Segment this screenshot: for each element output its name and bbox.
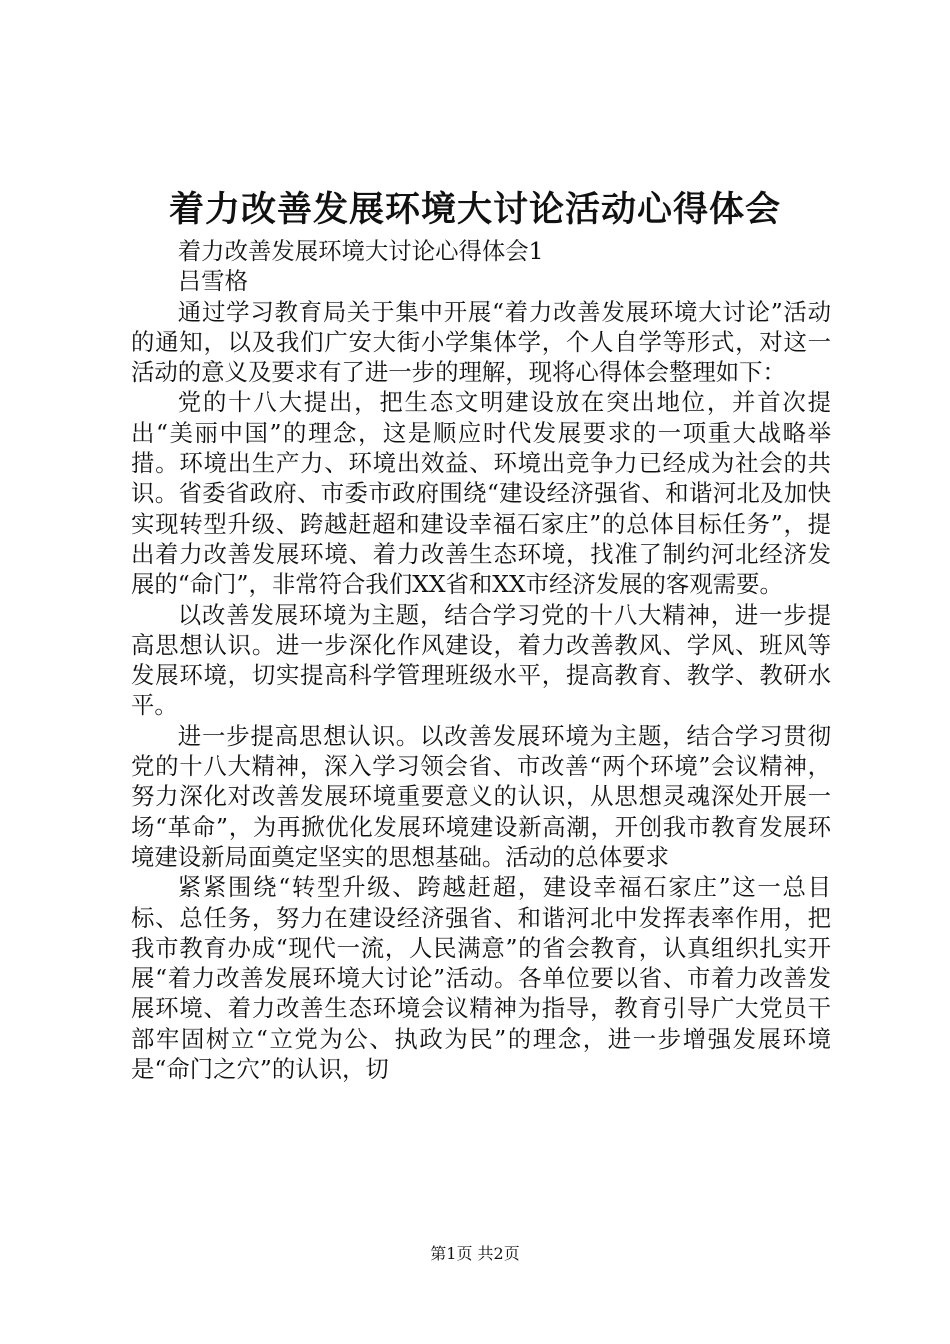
paragraph: 通过学习教育局关于集中开展“着力改善发展环境大讨论”活动的通知，以及我们广安大街小学集体学，个人自学等形式，对这一活动的意义及要求有了进一步的理解，现将心得体会整理如下： [131, 297, 831, 387]
document-author: 吕雪格 [177, 267, 248, 296]
document-subtitle: 着力改善发展环境大讨论心得体会1 [177, 237, 544, 265]
paragraph: 进一步提高思想认识。以改善发展环境为主题，结合学习贯彻党的十八大精神，深入学习领会省、市改善“两个环境”会议精神，努力深化对改善发展环境重要意义的认识，从思想灵魂深处开展一场“革命”，为再掀优化发展环境建设新高潮，开创我市教育发展环境建设新局面奠定坚实的思想基础。活动的总体要求 [131, 721, 831, 871]
document-title: 着力改善发展环境大讨论活动心得体会 [168, 189, 781, 230]
paragraph: 以改善发展环境为主题，结合学习党的十八大精神，进一步提高思想认识。进一步深化作风建设，着力改善教风、学风、班风等发展环境，切实提高科学管理班级水平，提高教育、教学、教研水平。 [131, 600, 831, 720]
paragraph: 紧紧围绕“转型升级、跨越赶超，建设幸福石家庄”这一总目标、总任务，努力在建设经济强省、和谐河北中发挥表率作用，把我市教育办成“现代一流，人民满意”的省会教育，认真组织扎实开展“着力改善发展环境大讨论”活动。各单位要以省、市着力改善发展环境、着力改善生态环境会议精神为指导，教育引导广大党员干部牢固树立“立党为公、执政为民”的理念，进一步增强发展环境是“命门之穴”的认识，切 [131, 873, 831, 1084]
page-number: 第1页 共2页 [430, 1244, 520, 1263]
paragraph: 党的十八大提出，把生态文明建设放在突出地位，并首次提出“美丽中国”的理念，这是顺应时代发展要求的一项重大战略举措。环境出生产力、环境出效益、环境出竞争力已经成为社会的共识。省委省政府、市委市政府围绕“建设经济强省、和谐河北及加快实现转型升级、跨越赶超和建设幸福石家庄”的总体目标任务”，提出着力改善发展环境、着力改善生态环境，找准了制约河北经济发展的“命门”，非常符合我们XX省和XX市经济发展的客观需要。 [131, 388, 831, 599]
document-body [131, 236, 831, 1084]
